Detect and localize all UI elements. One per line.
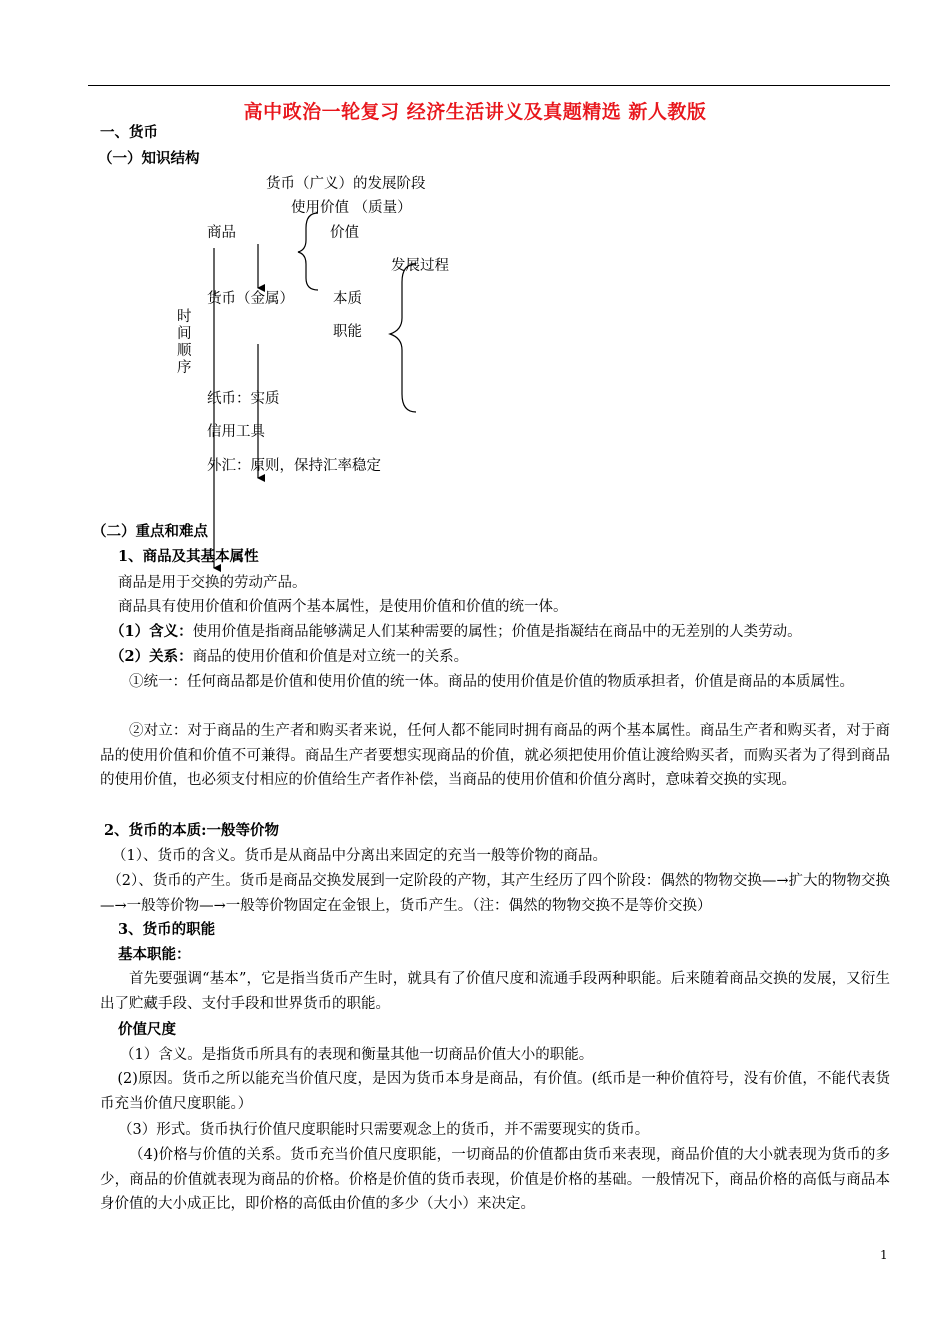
diagram-money-metal: 货币（金属）	[207, 291, 294, 307]
diagram-forex: 外汇：原则，保持汇率稳定	[207, 458, 381, 474]
heading-money-functions: 3、货币的职能	[118, 921, 216, 938]
diagram-top-label: 货币（广义）的发展阶段	[266, 176, 426, 192]
paragraph-value-measure-meaning: （1）含义。是指货币所具有的表现和衡量其他一切商品价值大小的职能。	[120, 1047, 594, 1063]
diagram-use-value-quality: 使用价值 （质量）	[291, 200, 412, 216]
development-brace	[390, 264, 416, 412]
left-brace	[298, 213, 318, 290]
heading-money-essence: 2、货币的本质:一般等价物	[104, 822, 279, 839]
diagram-credit-tool: 信用工具	[207, 424, 265, 440]
paragraph-commodity-definition: 商品是用于交换的劳动产品。	[118, 575, 307, 591]
diagram-essence: 本质	[333, 291, 362, 307]
page-number: 1	[880, 1248, 888, 1262]
paragraph-opposition: ②对立：对于商品的生产者和购买者来说，任何人都不能同时拥有商品的两个基本属性。商品生产者和购买者，对于商品的使用价值和价值不可兼得。商品生产者要想实现商品的价值，就必须把使用价值让渡给购买者，而购买者为了得到商品的使用价值，也必须支付相应的价值给生产者作补偿，当商品的使用价值和价值分离时，意味着交换的实现。	[100, 723, 890, 788]
diagram-functions: 职能	[333, 324, 362, 340]
diagram-commodity: 商品	[207, 225, 236, 241]
paragraph-value-measure-form: （3）形式。货币执行价值尺度职能时只需要观念上的货币，并不需要现实的货币。	[118, 1122, 650, 1138]
paragraph-meaning	[110, 623, 802, 641]
subheading-key-points: （二）重点和难点	[92, 523, 208, 540]
paragraph-value-measure-reason: (2)原因。货币之所以能充当价值尺度，是因为货币本身是商品，有价值。(纸币是一种价值符号，没有价值，不能代表货币充当价值尺度职能。）	[100, 1071, 890, 1112]
paragraph-relation	[110, 648, 468, 666]
diagram-paper-money: 纸币：实质	[207, 391, 280, 407]
header-rule	[88, 85, 890, 86]
paragraph-basic-functions: 首先要强调“基本”，它是指当货币产生时，就具有了价值尺度和流通手段两种职能。后来随着商品交换的发展，又衍生出了贮藏手段、支付手段和世界货币的职能。	[100, 971, 890, 1012]
document-title: 高中政治一轮复习 经济生活讲义及真题精选 新人教版	[243, 101, 707, 123]
section-heading-money: 一、货币	[100, 124, 158, 141]
heading-basic-functions: 基本职能：	[118, 946, 191, 963]
meaning-text: 使用价值是指商品能够满足人们某种需要的属性；价值是指凝结在商品中的无差别的人类劳动。	[192, 624, 802, 640]
paragraph-money-origin: （2）、货币的产生。货币是商品交换发展到一定阶段的产物，其产生经历了四个阶段：偶然的物物交换—→扩大的物物交换—→一般等价物—→一般等价物固定在金银上，货币产生。（注：偶然的物物交换不是等价交换）	[100, 873, 890, 914]
heading-value-measure: 价值尺度	[118, 1021, 176, 1038]
diagram-development-process: 发展过程	[391, 258, 449, 274]
subheading-knowledge-structure: （一）知识结构	[98, 150, 200, 167]
heading-commodity-attributes: 1、商品及其基本属性	[118, 548, 259, 565]
meaning-label: （1）含义：	[110, 623, 193, 640]
paragraph-money-meaning: （1）、货币的含义。货币是从商品中分离出来固定的充当一般等价物的商品。	[112, 848, 607, 864]
relation-text: 商品的使用价值和价值是对立统一的关系。	[192, 649, 469, 665]
paragraph-two-attributes: 商品具有使用价值和价值两个基本属性，是使用价值和价值的统一体。	[118, 599, 568, 615]
paragraph-unity: ①统一：任何商品都是价值和使用价值的统一体。商品的使用价值是价值的物质承担者，价值是商品的本质属性。	[129, 674, 854, 690]
diagram-time-order-label: 时间顺序	[177, 309, 192, 376]
diagram-value: 价值	[330, 225, 359, 241]
relation-label: （2）关系：	[110, 648, 193, 665]
paragraph-price-value: （4)价格与价值的关系。货币充当价值尺度职能，一切商品的价值都由货币来表现，商品价值的大小就表现为货币的多少，商品的价值就表现为商品的价格。价格是价值的货币表现，价值是价格的基础。一般情况下，商品价格的高低与商品本身价值的大小成正比，即价格的高低由价值的多少（大小）来决定。	[100, 1147, 890, 1212]
